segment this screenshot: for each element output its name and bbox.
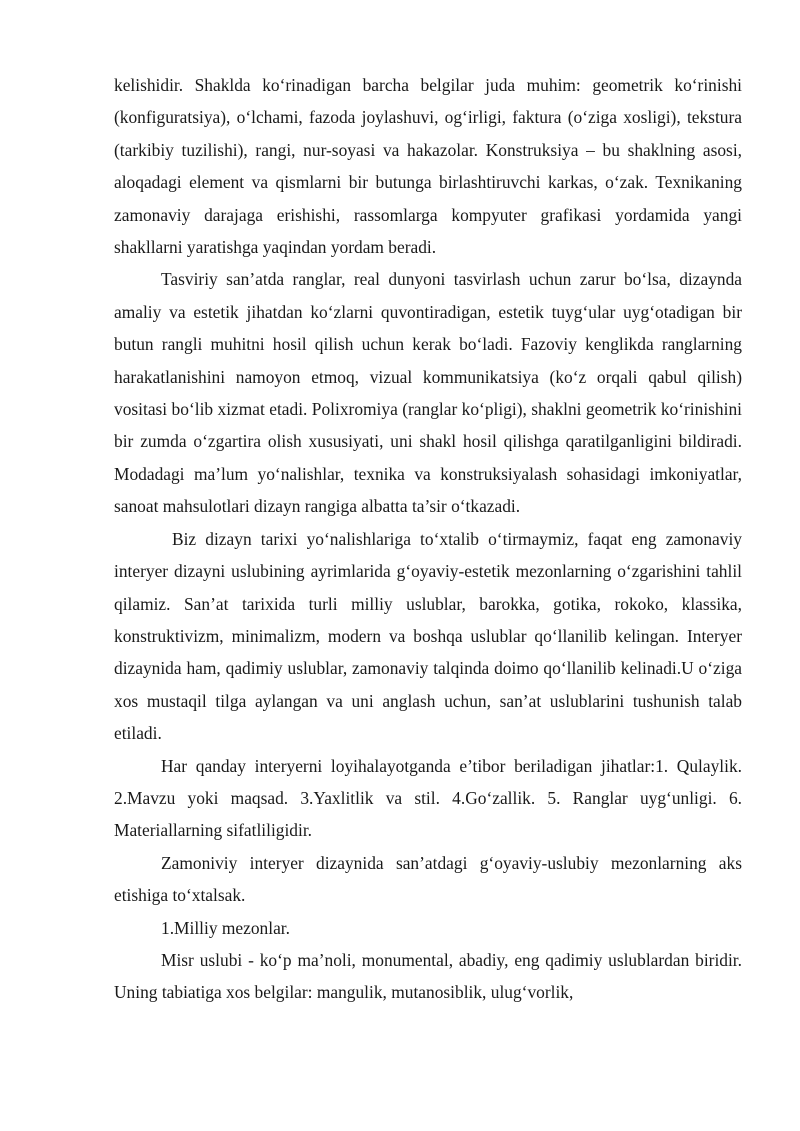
paragraph-continuation: kelishidir. Shaklda ko‘rinadigan barcha belgilar juda muhim: geometrik ko‘rinishi (konfiguratsiya), o‘lchami, fazoda joylashuvi, og‘irligi, faktura (o‘ziga xosligi), tekstura (tarkibiy tuzilishi), rangi, nur-soyasi va hakazolar. Konstruksiya – bu shaklning asosi, aloqadagi element va qismlarni bir butunga birlashtiruvchi karkas, o‘zak. Texnikaning zamonaviy darajaga erishishi, rassomlarga kompyuter grafikasi yordamida yangi shakllarni yaratishga yaqindan yordam beradi. xyxy=(114,75,742,258)
paragraph-colors: Tasviriy san’atda ranglar, real dunyoni tasvirlash uchun zarur bo‘lsa, dizaynda amaliy va estetik jihatdan ko‘zlarni quvontiradigan, estetik tuyg‘ular uyg‘otadigan bir butun rangli muhitni hosil qilish uchun kerak bo‘ladi. Fazoviy kenglikda ranglarning harakatlanishini namoyon etmoq, vizual kommunikatsiya (ko‘z orqali qabul qilish) vositasi bo‘lib xizmat etadi. Polixromiya (ranglar ko‘pligi), shaklni geometrik ko‘rinishini bir zumda o‘zgartira olish xususiyati, uni shakl hosil qilishga qaratilganligini bildiradi. Modadagi ma’lum yo‘nalishlar, texnika va konstruksiyalash sohasidagi imkoniyatlar, sanoat mahsulotlari dizayn rangiga albatta ta’sir o‘tkazadi. xyxy=(114,269,742,517)
paragraph-design-history: Biz dizayn tarixi yo‘nalishlariga to‘xtalib o‘tirmaymiz, faqat eng zamonaviy interyer dizayni uslubining ayrimlarida g‘oyaviy-estetik mezonlarning o‘zgarishini tahlil qilamiz. San’at tarixida turli milliy uslublar, barokka, gotika, rokoko, klassika, konstruktivizm, minimalizm, modern va boshqa uslublar qo‘llanilib kelingan. Interyer dizaynida ham, qadimiy uslublar, zamonaviy talqinda doimo qo‘llanilib kelinadi.U o‘ziga xos mustaqil tilga aylangan va uni anglash uchun, san’at uslublarini tushunish talab etiladi. xyxy=(114,528,742,744)
paragraph-modern-interior: Zamoniviy interyer dizaynida san’atdagi g‘oyaviy-uslubiy mezonlarning aks etishiga to‘xtalsak. xyxy=(114,852,742,906)
paragraph-interior-aspects: Har qanday interyerni loyihalayotganda e’tibor beriladigan jihatlar:1. Qulaylik. 2.Mavzu yoki maqsad. 3.Yaxlitlik va stil. 4.Go‘zallik. 5. Ranglar uyg‘unligi. 6. Materiallarning sifatliligidir. xyxy=(114,755,742,841)
section-heading-national-criteria: 1.Milliy mezonlar. xyxy=(161,917,290,938)
paragraph-egyptian-style: Misr uslubi - ko‘p ma’noli, monumental, abadiy, eng qadimiy uslublardan biridir. Uning tabiatiga xos belgilar: mangulik, mutanosiblik, ulug‘vorlik, xyxy=(114,949,742,1003)
body-text xyxy=(114,69,742,1009)
